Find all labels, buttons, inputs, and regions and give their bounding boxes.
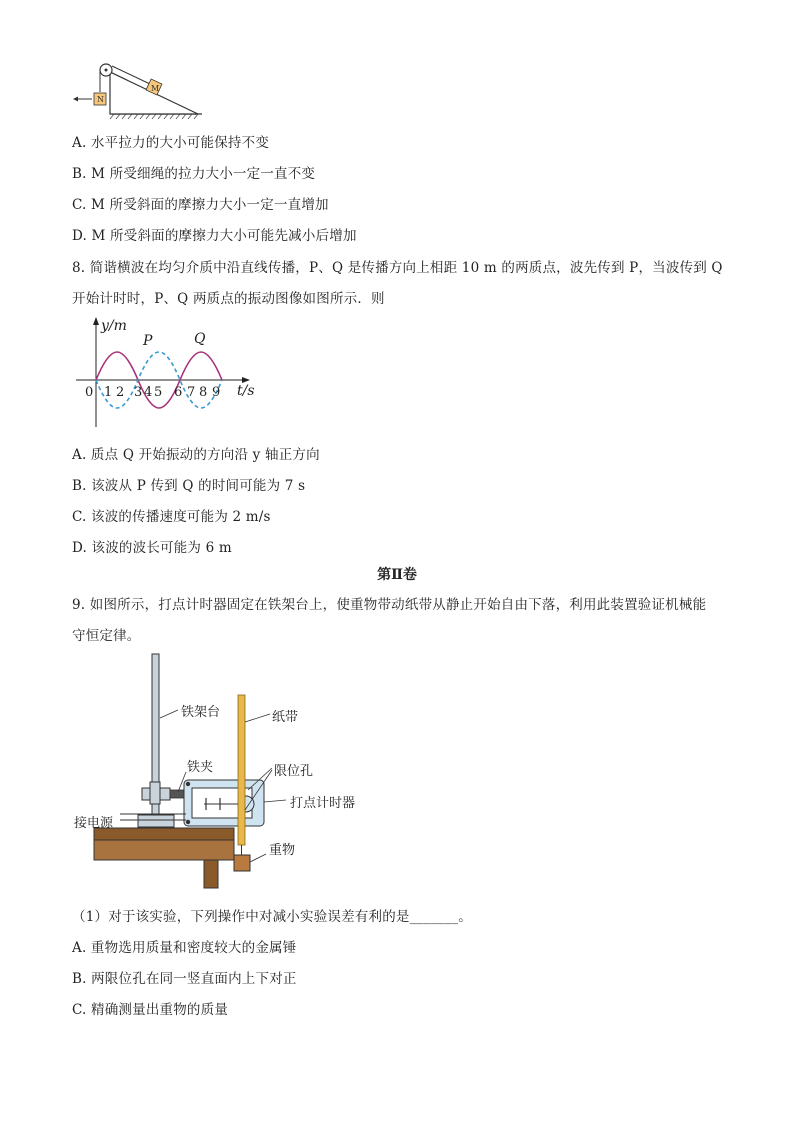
curve-q-label: Q <box>194 331 206 347</box>
tick-label: 6 <box>174 385 183 400</box>
section-title: 第Ⅱ卷 <box>377 567 417 583</box>
label-timer: 打点计时器 <box>290 796 356 811</box>
vibration-graph <box>68 312 268 432</box>
incline-pulley-diagram <box>70 60 210 125</box>
q9-option-a: A. 重物选用质量和密度较大的金属锤 <box>72 940 297 956</box>
tick-label: 2 <box>116 385 125 400</box>
q9-stem-line1: 9. 如图所示，打点计时器固定在铁架台上，使重物带动纸带从静止开始自由下落，利用此装置验证机械能 <box>72 597 707 613</box>
label-power: 接电源 <box>74 816 114 831</box>
q8-stem-line2: 开始计时时，P、Q 两质点的振动图像如图所示．则 <box>72 291 385 307</box>
y-axis-label: y/m <box>101 318 127 334</box>
tick-label: 5 <box>154 385 163 400</box>
apparatus-diagram <box>80 650 380 895</box>
q9-option-c: C. 精确测量出重物的质量 <box>72 1002 229 1018</box>
tick-label: 9 <box>212 385 221 400</box>
curve-p-label: P <box>143 333 153 349</box>
q8-option-b: B. 该波从 P 传到 Q 的时间可能为 7 s <box>72 478 306 494</box>
q7-option-b: B. M 所受细绳的拉力大小一定一直不变 <box>72 166 316 182</box>
tick-label: 4 <box>144 385 153 400</box>
x-axis-label: t/s <box>237 383 255 399</box>
q9-option-b: B. 两限位孔在同一竖直面内上下对正 <box>72 971 297 987</box>
q7-option-c: C. M 所受斜面的摩擦力大小一定一直增加 <box>72 197 329 213</box>
tick-label: 7 <box>187 385 196 400</box>
q8-option-d: D. 该波的波长可能为 6 m <box>72 540 232 556</box>
q9-stem-line2: 守恒定律。 <box>72 628 141 644</box>
label-holes: 限位孔 <box>274 764 314 779</box>
q8-option-c: C. 该波的传播速度可能为 2 m/s <box>72 509 271 525</box>
tick-label: 1 <box>104 385 113 400</box>
q8-stem-line1: 8. 简谐横波在均匀介质中沿直线传播，P、Q 是传播方向上相距 10 m 的两质点，波先传到 P，当波传到 Q <box>72 260 723 276</box>
label-stand: 铁架台 <box>181 705 221 720</box>
label-weight: 重物 <box>269 843 296 858</box>
block-m-label: M <box>151 84 160 93</box>
tick-label: 3 <box>134 385 143 400</box>
label-clamp: 铁夹 <box>187 760 214 775</box>
q8-option-a: A. 质点 Q 开始振动的方向沿 y 轴正方向 <box>72 447 320 463</box>
q7-option-d: D. M 所受斜面的摩擦力大小可能先减小后增加 <box>72 228 357 244</box>
block-n-label: N <box>97 95 104 104</box>
label-tape: 纸带 <box>272 710 299 725</box>
q9-sub1: （1）对于该实验，下列操作中对减小实验误差有利的是_______。 <box>72 909 472 925</box>
q7-option-a: A. 水平拉力的大小可能保持不变 <box>72 135 270 151</box>
tick-label: 0 <box>85 385 94 400</box>
tick-label: 8 <box>199 385 208 400</box>
